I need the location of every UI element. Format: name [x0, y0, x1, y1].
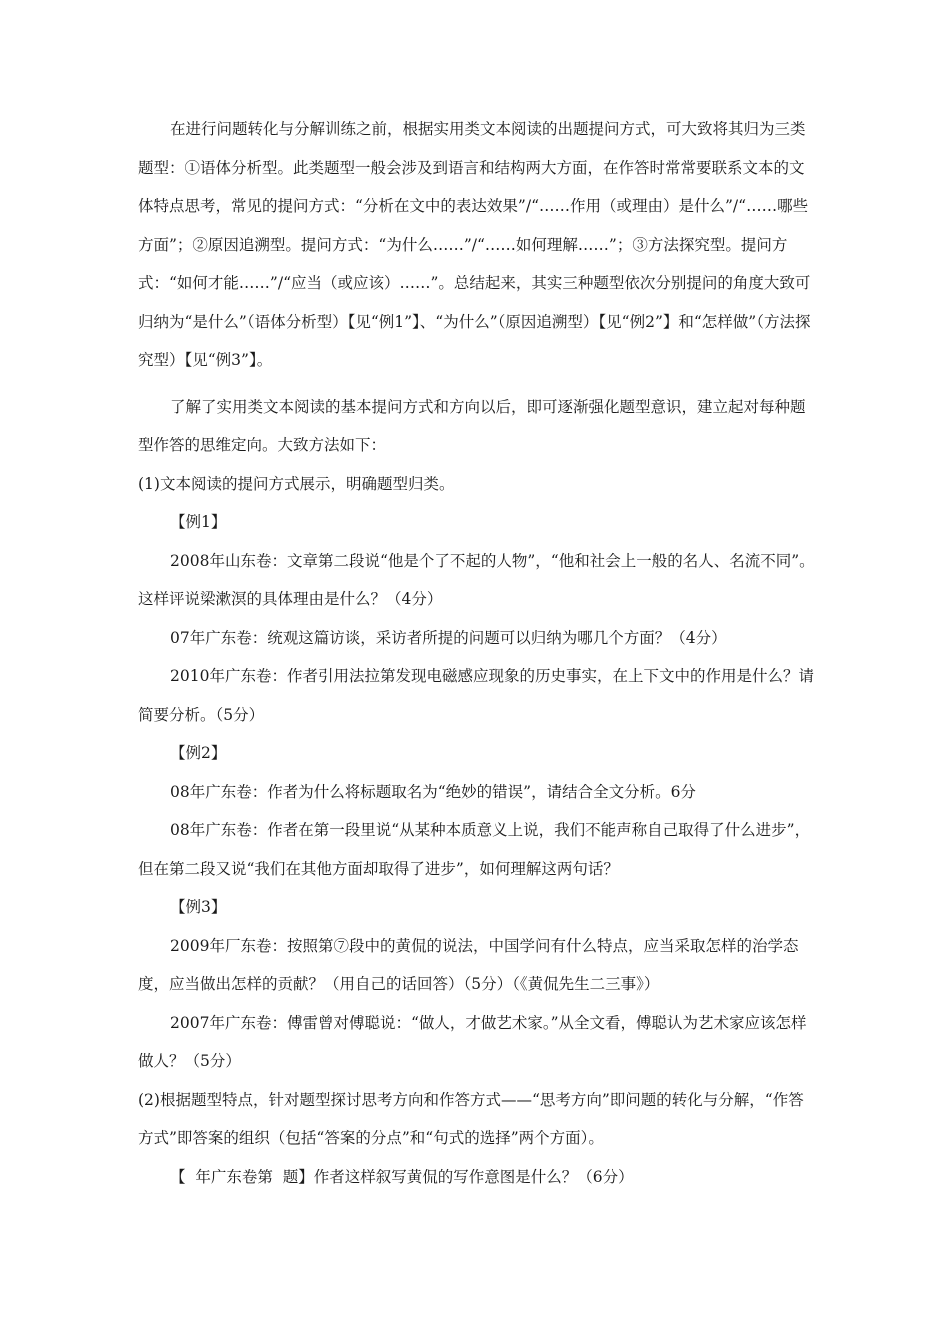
paragraph: 了解了实用类文本阅读的基本提问方式和方向以后，即可逐渐强化题型意识，建立起对每种题型作答的思维定向。大致方法如下： [138, 397, 806, 454]
paragraph: 【例1】 [170, 513, 227, 531]
paragraph: 【例3】 [170, 898, 227, 916]
paragraph: 2008年山东卷：文章第二段说“他是个了不起的人物”，“他和社会上一般的名人、名流不同”。这样评说梁漱溟的具体理由是什么？（4分） [138, 551, 815, 608]
paragraph: 2007年广东卷：傅雷曾对傅聪说：“做人，才做艺术家。”从全文看，傅聪认为艺术家应该怎样做人？（5分） [138, 1013, 807, 1070]
paragraph: 【例2】 [170, 744, 227, 762]
paragraph: (2)根据题型特点，针对题型探讨思考方向和作答方式——“思考方向”即问题的转化与分解，“作答方式”即答案的组织（包括“答案的分点”和“句式的选择”两个方面）。 [138, 1090, 804, 1147]
paragraph: 2010年广东卷：作者引用法拉第发现电磁感应现象的历史事实，在上下文中的作用是什么？请简要分析。（5分） [138, 667, 814, 724]
document-body [138, 110, 818, 1196]
paragraph: 08年广东卷：作者在第一段里说“从某种本质意义上说，我们不能声称自己取得了什么进步”，但在第二段又说“我们在其他方面却取得了进步”，如何理解这两句话？ [138, 821, 811, 878]
paragraph: 在进行问题转化与分解训练之前，根据实用类文本阅读的出题提问方式，可大致将其归为三类题型：①语体分析型。此类题型一般会涉及到语言和结构两大方面，在作答时常常要联系文本的文体特点思考，常见的提问方式：“分析在文中的表达效果”/“……作用（或理由）是什么”/“……哪些方面”；②原因追溯型。提问方式：“为什么……”/“……如何理解……”；③方法探究型。提问方式：“如何才能……”/“应当（或应该）……”。总结起来，其实三种题型依次分别提问的角度大致可归纳为“是什么”（语体分析型）【见“例1”】、“为什么”（原因追溯型）【见“例2”】和“怎样做”（方法探究型）【见“例3”】。 [138, 120, 811, 369]
paragraph: 【 年广东卷第 题】作者这样叙写黄侃的写作意图是什么？（6分） [170, 1167, 634, 1186]
paragraph: 2009年厂东卷：按照第⑦段中的黄侃的说法，中国学问有什么特点，应当采取怎样的治学态度，应当做出怎样的贡献？（用自己的话回答）（5分）（《黄侃先生二三事》） [138, 936, 799, 993]
paragraph: (1)文本阅读的提问方式展示，明确题型归类。 [138, 474, 455, 493]
paragraph: 08年广东卷：作者为什么将标题取名为“绝妙的错误”，请结合全文分析。6分 [170, 782, 696, 801]
paragraph: 07年广东卷：统观这篇访谈，采访者所提的问题可以归纳为哪几个方面？（4分） [170, 628, 727, 647]
